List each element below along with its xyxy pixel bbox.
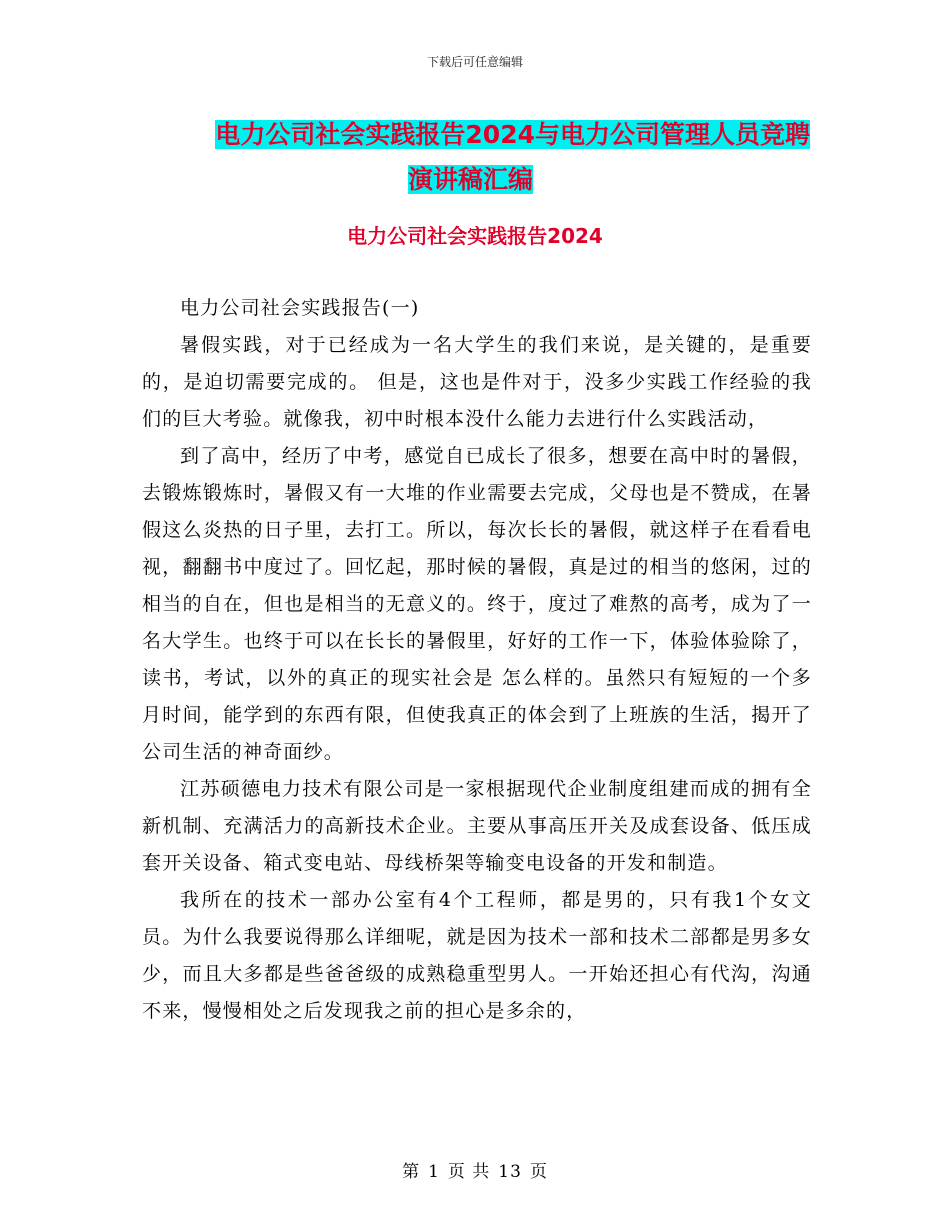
document-title	[140, 112, 830, 202]
page-footer	[0, 1157, 950, 1182]
body-text	[142, 290, 812, 1030]
page-number: 1	[428, 1162, 440, 1182]
document-title-line-1	[140, 112, 830, 157]
paragraph-subtitle: 电力公司社会实践报告(一)	[180, 297, 420, 319]
paragraph: 我所在的技术一部办公室有4个工程师，都是男的，只有我1个女文员。为什么我要说得那么详细呢，就是因为技术一部和技术二部都是男多女少，而且大多都是些爸爸级的成熟稳重型男人。一开始还担心有代沟，沟通不来，慢慢相处之后发现我之前的担心是多余的，	[142, 889, 812, 1022]
title-highlight-2: 演讲稿汇编	[408, 165, 534, 194]
paragraph: 到了高中，经历了中考，感觉自已成长了很多，想要在高中时的暑假，去锻炼锻炼时，暑假又有一大堆的作业需要去完成，父母也是不赞成，在暑假这么炎热的日子里，去打工。所以，每次长长的暑假，就这样子在看看电视，翻翻书中度过了。回忆起，那时候的暑假，真是过的相当的悠闲，过的相当的自在，但也是相当的无意义的。终于，度过了难熬的高考，成为了一名大学生。也终于可以在长长的暑假里，好好的工作一下，体验体验除了，读书，考试，以外的真正的现实社会是 怎么样的。虽然只有短短的一个多月时间，能学到的东西有限，但使我真正的体会到了上班族的生活，揭开了公司生活的神奇面纱。	[142, 445, 812, 763]
total-pages: 13	[498, 1162, 522, 1182]
header-note: 下载后可任意编辑	[426, 55, 523, 69]
document-title-line-2	[140, 157, 830, 202]
footer-mid: 页 共	[447, 1162, 491, 1182]
section-title: 电力公司社会实践报告2024	[347, 224, 603, 248]
paragraph: 江苏硕德电力技术有限公司是一家根据现代企业制度组建而成的拥有全新机制、充满活力的高新技术企业。主要从事高压开关及成套设备、低压成套开关设备、箱式变电站、母线桥架等输变电设备的开发和制造。	[142, 778, 812, 874]
footer-prefix: 第	[402, 1162, 421, 1182]
paragraph: 暑假实践，对于已经成为一名大学生的我们来说，是关键的，是重要的，是迫切需要完成的。 但是，这也是件对于，没多少实践工作经验的我们的巨大考验。就像我，初中时根本没什么能力去进行什么实践活动，	[142, 334, 812, 430]
footer-suffix: 页	[529, 1162, 548, 1182]
title-highlight-1: 电力公司社会实践报告2024与电力公司管理人员竞聘	[215, 120, 810, 149]
